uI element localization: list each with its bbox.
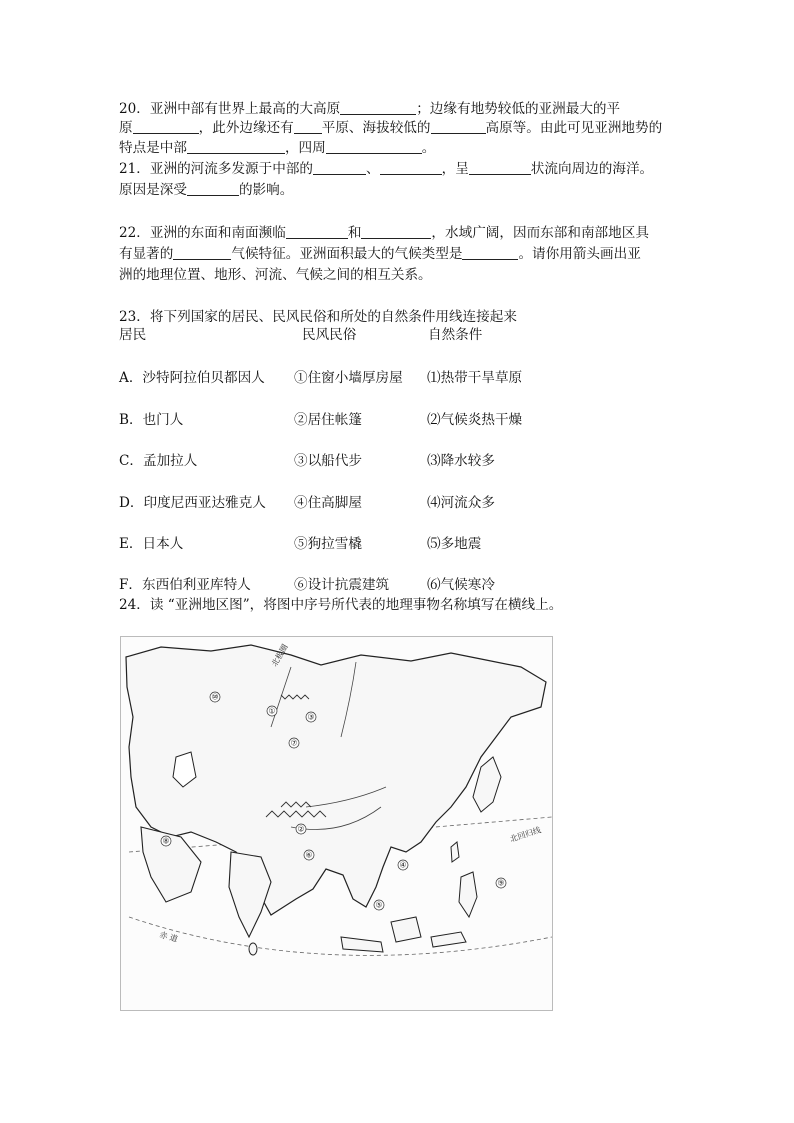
q20-blank-plateau[interactable] <box>340 101 416 115</box>
q23-custom-2[interactable]: ②居住帐篷 <box>294 412 362 428</box>
q24-title: 24．读 “亚洲地区图”，将图中序号所代表的地理事物名称填写在横线上。 <box>119 597 563 613</box>
svg-text:⑧: ⑧ <box>162 836 170 846</box>
asia-map-svg <box>121 637 552 1010</box>
q22-text-1c: ，水域广阔，因而东部和南部地区具 <box>431 225 649 241</box>
svg-text:②: ② <box>297 824 305 834</box>
q23-resident-f[interactable]: F．东西伯利亚库特人 <box>119 577 251 593</box>
q20-line-2 <box>119 119 662 137</box>
q23-title: 23．将下列国家的居民、民风民俗和所处的自然条件用线连接起来 <box>119 309 517 325</box>
q21-text-2a: 原因是深受 <box>119 182 187 198</box>
sumatra-java <box>341 937 383 952</box>
arabian-peninsula <box>141 827 201 902</box>
svg-text:①: ① <box>268 706 276 716</box>
q23-nature-3[interactable]: ⑶降水较多 <box>427 453 495 469</box>
q23-custom-3[interactable]: ③以船代步 <box>294 453 362 469</box>
q21-text-1d: 状流向周边的海洋。 <box>530 161 654 177</box>
q23-nature-2[interactable]: ⑵气候炎热干燥 <box>427 412 523 428</box>
q20-text-2c: 平原、海拔较低的 <box>321 120 431 136</box>
q23-resident-a[interactable]: A．沙特阿拉伯贝都因人 <box>119 370 265 386</box>
q21-blank-source-1[interactable] <box>313 161 366 175</box>
marker-5 <box>374 900 384 910</box>
q21-text-1b: 、 <box>366 161 380 177</box>
q22-text-2a: 有显著的 <box>119 246 174 262</box>
q20-line-1 <box>119 100 620 118</box>
svg-text:⑦: ⑦ <box>290 738 298 748</box>
new-guinea <box>431 932 466 947</box>
svg-text:⑩: ⑩ <box>211 692 219 702</box>
svg-text:④: ④ <box>399 860 407 870</box>
q21-text-1c: ，呈 <box>441 161 469 177</box>
marker-10 <box>210 692 220 702</box>
q22-text-1b: 和 <box>347 225 362 241</box>
q23-nature-1[interactable]: ⑴热带干旱草原 <box>427 370 523 386</box>
q23-custom-1[interactable]: ①住窗小墙厚房屋 <box>294 370 403 386</box>
q22-line-1 <box>119 224 649 242</box>
philippines <box>459 872 477 917</box>
borneo <box>391 917 421 942</box>
q20-text-2b: ，此外边缘还有 <box>198 120 294 136</box>
q20-text-1a: 20．亚洲中部有世界上最高的大高原 <box>119 101 341 117</box>
q23-nature-6[interactable]: ⑹气候寒冷 <box>427 577 495 593</box>
label-equator: 赤 道 <box>158 930 179 944</box>
svg-text:⑥: ⑥ <box>305 850 313 860</box>
taiwan <box>451 842 459 862</box>
q20-blank-low-plateau[interactable] <box>431 120 486 134</box>
q23-custom-5[interactable]: ⑤狗拉雪橇 <box>294 536 362 552</box>
marker-9 <box>496 878 506 888</box>
q22-blank-ocean-2[interactable] <box>361 225 431 239</box>
marker-6 <box>304 850 314 860</box>
asia-map <box>120 636 553 1011</box>
q21-line-1 <box>119 160 653 178</box>
marker-2 <box>296 824 306 834</box>
marker-7 <box>289 738 299 748</box>
q20-text-2a: 原 <box>119 120 133 136</box>
q21-blank-source-2[interactable] <box>380 161 442 175</box>
q20-blank-around[interactable] <box>326 140 422 154</box>
q20-text-3c: 。 <box>421 140 436 156</box>
q23-resident-d[interactable]: D．印度尼西亚达雅克人 <box>119 495 266 511</box>
sri-lanka <box>249 943 257 955</box>
q21-text-2b: 的影响。 <box>238 182 294 198</box>
q22-text-1a: 22．亚洲的东面和南面濒临 <box>119 225 286 241</box>
svg-text:⑨: ⑨ <box>497 878 505 888</box>
marker-8 <box>161 836 171 846</box>
q23-custom-6[interactable]: ⑥设计抗震建筑 <box>294 577 390 593</box>
svg-text:③: ③ <box>307 712 315 722</box>
q20-text-2d: 高原等。由此可见亚洲地势的 <box>485 120 663 136</box>
q22-text-2c: 。请你用箭头画出亚 <box>518 246 641 262</box>
q22-blank-ocean-1[interactable] <box>286 225 348 239</box>
q23-header-resident: 居民 <box>119 327 147 343</box>
q22-blank-largest-climate[interactable] <box>462 246 518 260</box>
q20-line-3 <box>119 139 435 157</box>
label-tropic: 北回归线 <box>508 825 543 844</box>
marker-1 <box>267 706 277 716</box>
q20-blank-plain[interactable] <box>133 120 199 134</box>
q21-text-1a: 21．亚洲的河流多发源于中部的 <box>119 161 314 177</box>
q20-text-1b: ；边缘有地势较低的亚洲最大的平 <box>416 101 621 117</box>
q22-line-2 <box>119 245 641 263</box>
q23-resident-e[interactable]: E．日本人 <box>119 536 184 552</box>
marker-3 <box>306 712 316 722</box>
q20-blank-edge-plain[interactable] <box>294 120 322 134</box>
q23-custom-4[interactable]: ④住高脚屋 <box>294 495 362 511</box>
q23-nature-4[interactable]: ⑷河流众多 <box>427 495 495 511</box>
q23-header-nature: 自然条件 <box>428 327 483 343</box>
q23-nature-5[interactable]: ⑸多地震 <box>427 536 482 552</box>
q23-resident-c[interactable]: C．孟加拉人 <box>119 453 198 469</box>
q20-blank-center[interactable] <box>187 140 285 154</box>
q23-resident-b[interactable]: B．也门人 <box>119 412 184 428</box>
q22-line-3: 洲的地理位置、地形、河流、气候之间的相互关系。 <box>119 267 432 283</box>
marker-4 <box>398 860 408 870</box>
q21-line-2 <box>119 181 293 199</box>
q20-text-3b: ，四周 <box>284 140 326 156</box>
q22-text-2b: 气候特征。亚洲面积最大的气候类型是 <box>231 246 463 262</box>
q21-blank-pattern[interactable] <box>469 161 531 175</box>
q20-text-3a: 特点是中部 <box>119 140 187 156</box>
q21-blank-cause[interactable] <box>187 182 239 196</box>
q23-header-custom: 民风民俗 <box>302 327 357 343</box>
label-arctic-circle: 北极圈 <box>269 642 290 668</box>
equator-line <box>129 917 552 955</box>
svg-text:⑤: ⑤ <box>375 900 383 910</box>
q22-blank-climate[interactable] <box>173 246 231 260</box>
